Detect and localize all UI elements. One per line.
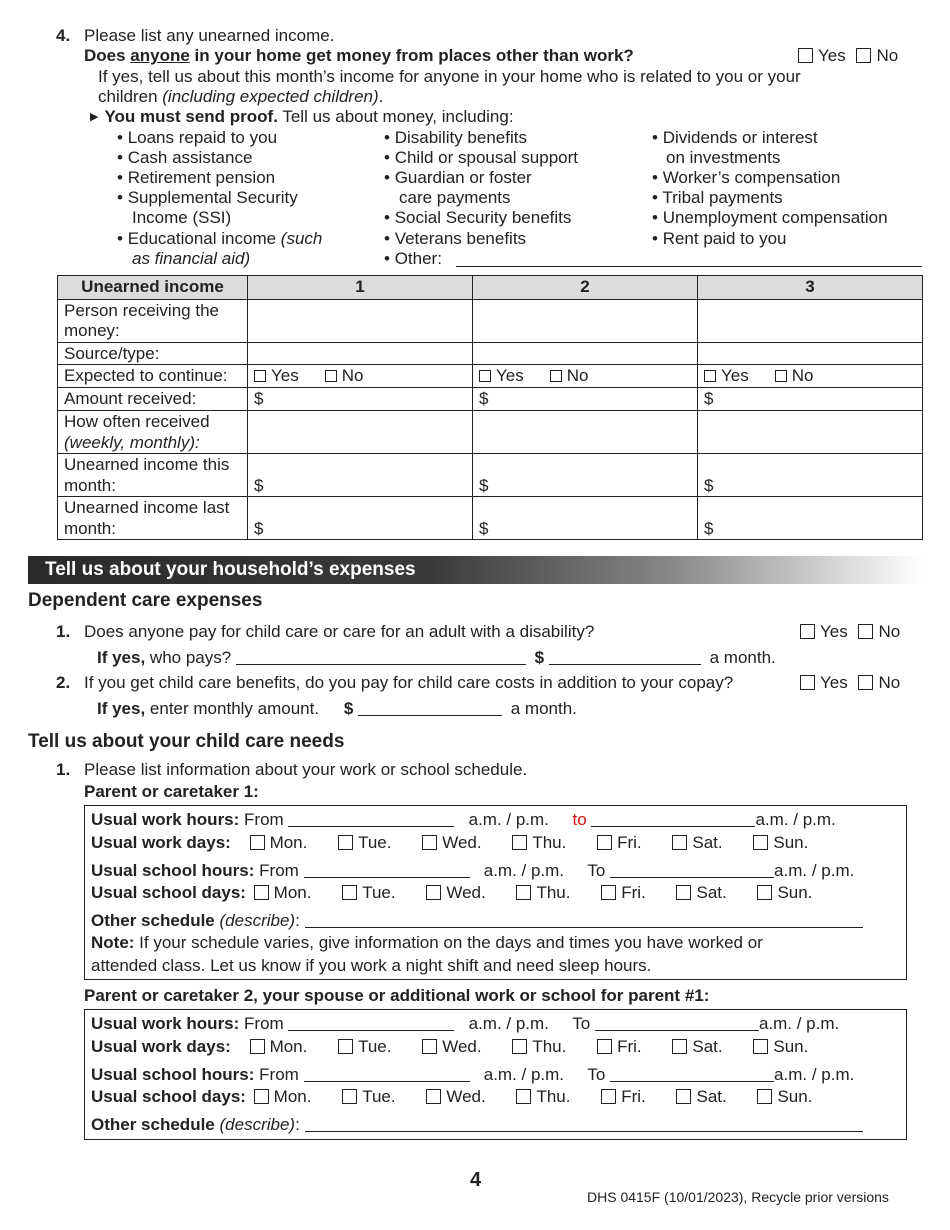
q4-yes-no: Yes No <box>798 46 898 66</box>
table-cell[interactable] <box>698 300 923 343</box>
table-cell[interactable] <box>698 343 923 365</box>
q4-question: Does anyone in your home get money from places other than work? <box>84 46 634 65</box>
table-cell[interactable]: $ <box>248 497 473 540</box>
day-checkbox[interactable] <box>254 1089 269 1104</box>
parent-1-label: Parent or caretaker 1: <box>84 782 259 801</box>
list-item: • Guardian or foster <box>384 168 532 187</box>
list-item: • Social Security benefits <box>384 208 572 227</box>
other-schedule-row: Other schedule (describe): <box>91 911 863 931</box>
table-row <box>58 497 923 540</box>
from-input[interactable] <box>288 826 454 827</box>
table-cell: Yes No <box>698 365 923 388</box>
school-days-row: Usual school days: Mon. Tue. Wed. Thu. Fri. Sat. Sun. <box>91 1087 813 1106</box>
no-checkbox[interactable] <box>775 370 787 382</box>
exp-q2-ifyes: If yes, enter monthly amount. $ a month. <box>97 699 577 718</box>
yes-checkbox[interactable] <box>254 370 266 382</box>
day-checkbox[interactable] <box>757 1089 772 1104</box>
list-item: • Worker’s compensation <box>652 168 841 187</box>
day-checkbox[interactable] <box>250 835 265 850</box>
day-checkbox[interactable] <box>426 1089 441 1104</box>
to-input[interactable] <box>610 1081 774 1082</box>
work-days-row: Usual work days: Mon. Tue. Wed. Thu. Fri. Sat. Sun. <box>91 1037 809 1056</box>
section-heading: Tell us about your child care needs <box>28 731 345 752</box>
table-row <box>58 365 923 388</box>
list-item: • Cash assistance <box>117 148 253 167</box>
list-item: • Rent paid to you <box>652 229 787 248</box>
to-input[interactable] <box>591 826 755 827</box>
table-cell: Yes No <box>248 365 473 388</box>
work-hours-row: Usual work hours: From a.m. / p.m. to a.m. / p.m. <box>91 810 836 829</box>
monthly-amount-input[interactable] <box>358 715 502 716</box>
day-checkbox[interactable] <box>753 835 768 850</box>
parent-2-label: Parent or caretaker 2, your spouse or additional work or school for parent #1: <box>84 986 710 1005</box>
work-hours-row: Usual work hours: From a.m. / p.m. To a.m. / p.m. <box>91 1014 840 1033</box>
day-checkbox[interactable] <box>254 885 269 900</box>
table-cell[interactable] <box>473 343 698 365</box>
list-item-other: • Other: <box>384 249 442 268</box>
exp-q1: Does anyone pay for child care or care for an adult with a disability? <box>84 622 595 641</box>
day-checkbox[interactable] <box>426 885 441 900</box>
table-cell[interactable]: $ <box>473 388 698 411</box>
note-line-2: attended class. Let us know if you work a night shift and need sleep hours. <box>91 956 652 975</box>
other-schedule-input[interactable] <box>305 1131 863 1132</box>
table-cell[interactable]: $ <box>698 497 923 540</box>
who-pays-input[interactable] <box>236 664 526 665</box>
exp-q2: If you get child care benefits, do you pay for child care costs in addition to your copay? <box>84 673 734 692</box>
list-item-cont: care payments <box>399 188 511 207</box>
q4-ifyes-1: If yes, tell us about this month’s income for anyone in your home who is related to you or your <box>98 67 801 86</box>
list-item: • Child or spousal support <box>384 148 579 167</box>
page-number: 4 <box>470 1169 482 1191</box>
school-days-row: Usual school days: Mon. Tue. Wed. Thu. Fri. Sat. Sun. <box>91 883 813 902</box>
day-checkbox[interactable] <box>672 835 687 850</box>
list-item: • Loans repaid to you <box>117 128 278 147</box>
section-band: Tell us about your household’s expenses <box>28 556 923 584</box>
list-item: • Dividends or interest <box>652 128 818 147</box>
day-checkbox[interactable] <box>512 1039 527 1054</box>
day-checkbox[interactable] <box>753 1039 768 1054</box>
table-header-row <box>58 276 923 300</box>
parent-1-schedule <box>84 805 907 980</box>
table-header: Unearned income <box>58 276 248 300</box>
row-label: Amount received: <box>58 388 248 411</box>
section-heading: Dependent care expenses <box>28 590 263 611</box>
row-label: How often received (weekly, monthly): <box>58 411 248 454</box>
amount-input[interactable] <box>549 664 701 665</box>
row-label: Source/type: <box>58 343 248 365</box>
exp-q1-yes-no: Yes No <box>800 622 900 642</box>
yes-checkbox[interactable] <box>479 370 491 382</box>
cc-q1-number: 1. <box>56 760 71 779</box>
no-checkbox[interactable] <box>858 675 873 690</box>
day-checkbox[interactable] <box>676 1089 691 1104</box>
table-cell: Yes No <box>473 365 698 388</box>
q4-number: 4. <box>56 26 71 45</box>
table-cell[interactable]: $ <box>248 388 473 411</box>
form-id: DHS 0415F (10/01/2023), Recycle prior versions <box>587 1189 889 1205</box>
cc-q1: Please list information about your work or school schedule. <box>84 760 528 779</box>
no-checkbox[interactable] <box>858 624 873 639</box>
list-item: • Retirement pension <box>117 168 276 187</box>
exp-q2-yes-no: Yes No <box>800 673 900 693</box>
from-input[interactable] <box>304 877 470 878</box>
day-checkbox[interactable] <box>342 885 357 900</box>
day-checkbox[interactable] <box>516 1089 531 1104</box>
to-input[interactable] <box>595 1030 759 1031</box>
no-checkbox[interactable] <box>550 370 562 382</box>
day-checkbox[interactable] <box>338 835 353 850</box>
day-checkbox[interactable] <box>342 1089 357 1104</box>
table-cell[interactable] <box>473 300 698 343</box>
table-row <box>58 454 923 497</box>
unearned-income-table <box>57 275 923 540</box>
from-input[interactable] <box>304 1081 470 1082</box>
day-checkbox[interactable] <box>250 1039 265 1054</box>
table-cell[interactable] <box>248 343 473 365</box>
other-schedule-input[interactable] <box>305 927 863 928</box>
table-cell[interactable] <box>248 300 473 343</box>
q4-no-checkbox[interactable] <box>856 48 871 63</box>
table-cell[interactable]: $ <box>248 454 473 497</box>
no-checkbox[interactable] <box>325 370 337 382</box>
school-hours-row: Usual school hours: From a.m. / p.m. To a.m. / p.m. <box>91 861 855 880</box>
day-checkbox[interactable] <box>672 1039 687 1054</box>
day-checkbox[interactable] <box>422 1039 437 1054</box>
exp-q2-number: 2. <box>56 673 71 692</box>
day-checkbox[interactable] <box>597 1039 612 1054</box>
q4-ifyes-2: children (including expected children). <box>98 87 384 106</box>
list-item: • Veterans benefits <box>384 229 527 248</box>
other-input-line[interactable] <box>456 266 922 267</box>
table-row <box>58 343 923 365</box>
table-cell[interactable] <box>248 411 473 454</box>
triangle-right-icon: ▶ <box>90 111 99 123</box>
yes-checkbox[interactable] <box>800 624 815 639</box>
table-header: 2 <box>473 276 698 300</box>
row-label: Unearned income this month: <box>58 454 248 497</box>
row-label: Person receiving the money: <box>58 300 248 343</box>
from-input[interactable] <box>288 1030 454 1031</box>
day-checkbox[interactable] <box>757 885 772 900</box>
exp-q1-number: 1. <box>56 622 71 641</box>
list-item-cont: on investments <box>666 148 781 167</box>
day-checkbox[interactable] <box>601 885 616 900</box>
list-item: • Supplemental Security <box>117 188 298 207</box>
day-checkbox[interactable] <box>676 885 691 900</box>
table-row <box>58 388 923 411</box>
table-cell[interactable]: $ <box>473 454 698 497</box>
day-checkbox[interactable] <box>601 1089 616 1104</box>
note-line-1: Note: If your schedule varies, give information on the days and times you have worked or <box>91 933 763 952</box>
yes-checkbox[interactable] <box>704 370 716 382</box>
yes-checkbox[interactable] <box>800 675 815 690</box>
day-checkbox[interactable] <box>512 835 527 850</box>
other-schedule-row: Other schedule (describe): <box>91 1115 863 1135</box>
table-header: 3 <box>698 276 923 300</box>
list-item-cont: as financial aid) <box>132 249 251 268</box>
table-cell[interactable] <box>698 411 923 454</box>
day-checkbox[interactable] <box>516 885 531 900</box>
table-cell[interactable]: $ <box>698 454 923 497</box>
table-cell[interactable]: $ <box>698 388 923 411</box>
table-header: 1 <box>248 276 473 300</box>
day-checkbox[interactable] <box>338 1039 353 1054</box>
row-label: Unearned income last month: <box>58 497 248 540</box>
day-checkbox[interactable] <box>597 835 612 850</box>
q4-yes-checkbox[interactable] <box>798 48 813 63</box>
table-cell[interactable] <box>473 411 698 454</box>
table-cell[interactable]: $ <box>473 497 698 540</box>
list-item-cont: Income (SSI) <box>132 208 232 227</box>
list-item: • Disability benefits <box>384 128 527 147</box>
list-item: • Tribal payments <box>652 188 783 207</box>
exp-q1-ifyes: If yes, who pays? $ a month. <box>97 648 776 667</box>
list-item: • Educational income (such <box>117 229 323 248</box>
list-item: • Unemployment compensation <box>652 208 888 227</box>
table-row <box>58 411 923 454</box>
q4-intro: Please list any unearned income. <box>84 26 335 45</box>
table-row <box>58 300 923 343</box>
to-input[interactable] <box>610 877 774 878</box>
day-checkbox[interactable] <box>422 835 437 850</box>
parent-2-schedule <box>84 1009 907 1140</box>
row-label: Expected to continue: <box>58 365 248 388</box>
q4-proof: ▶ You must send proof. Tell us about money, including: <box>90 107 514 126</box>
work-days-row: Usual work days: Mon. Tue. Wed. Thu. Fri. Sat. Sun. <box>91 833 809 852</box>
school-hours-row: Usual school hours: From a.m. / p.m. To a.m. / p.m. <box>91 1065 855 1084</box>
